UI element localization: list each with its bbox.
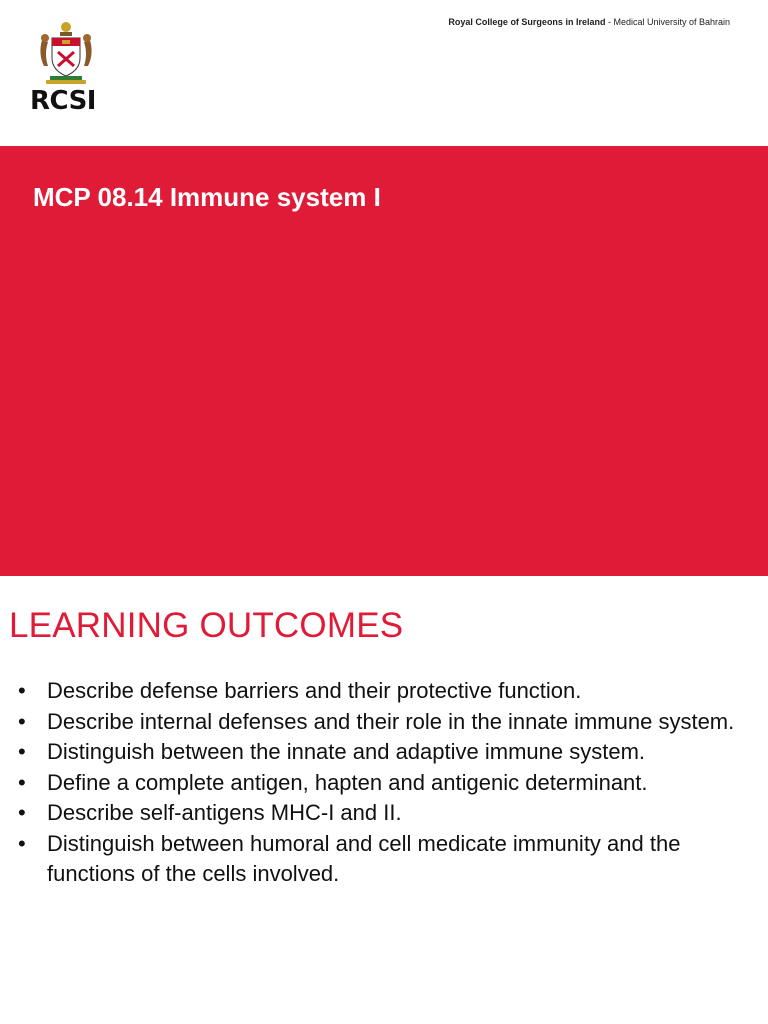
bullet-icon: • [18, 678, 26, 703]
bullet-icon: • [18, 708, 26, 734]
bullet-icon: • [18, 769, 26, 795]
section-heading: LEARNING OUTCOMES [9, 606, 404, 645]
list-item: • Distinguish between humoral and cell medicate immunity and the functions of the cells involved. [18, 830, 681, 886]
institution-name: Royal College of Surgeons in Ireland [448, 17, 606, 27]
institution-subtitle: - Medical University of Bahrain [605, 17, 730, 27]
slide-title: MCP 08.14 Immune system I [33, 182, 381, 212]
rcsi-logo [30, 20, 102, 118]
title-banner [0, 146, 768, 576]
slide-header [0, 0, 768, 146]
list-item: • Define a complete antigen, hapten and antigenic determinant. [18, 768, 758, 799]
coat-of-arms-icon [36, 20, 96, 86]
bullet-icon: • [18, 739, 26, 764]
list-item: • Describe internal defenses and their role in the innate immune system. [18, 707, 758, 738]
bullet-icon: • [18, 800, 26, 825]
list-item: • Describe defense barriers and their protective function. [18, 676, 758, 707]
brand-name: RCSI [30, 86, 96, 116]
list-item: • Describe self-antigens MHC-I and II. [18, 798, 758, 829]
bullet-icon: • [18, 830, 26, 856]
learning-outcomes-list [18, 676, 758, 890]
list-item: • Distinguish between the innate and adaptive immune system. [18, 737, 758, 768]
institution-tagline [448, 17, 730, 27]
